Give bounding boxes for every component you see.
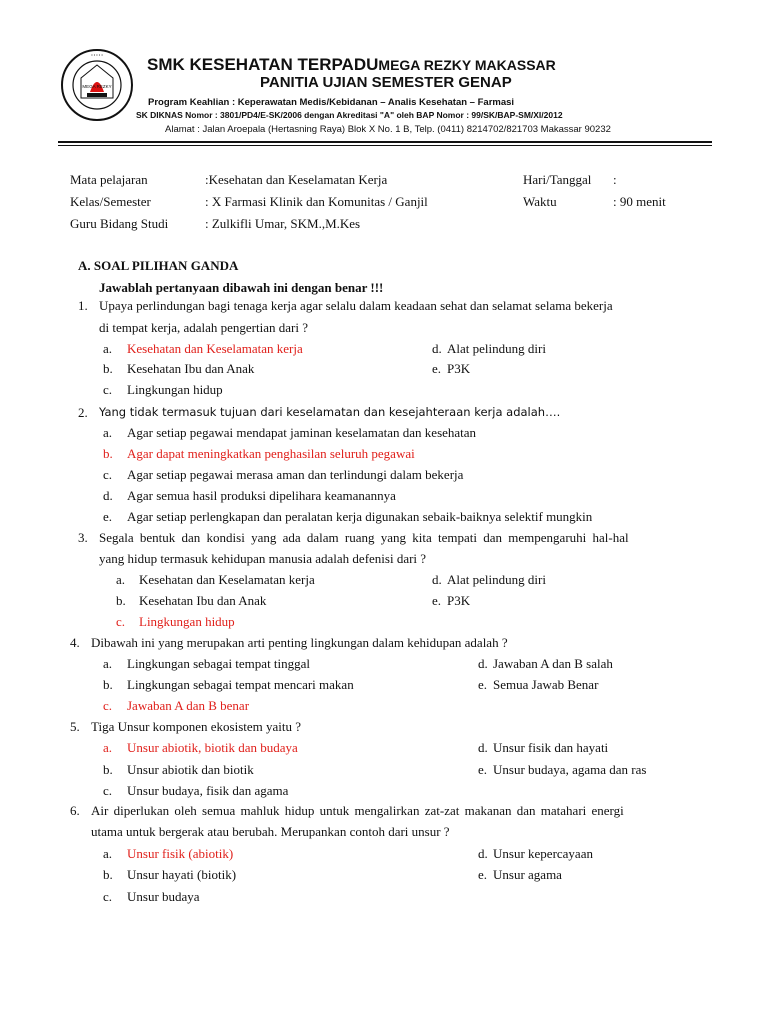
option-letter: b. [103, 762, 113, 777]
question-number: 1. [78, 298, 88, 313]
option-text: P3K [447, 593, 471, 608]
option-text: Lingkungan sebagai tempat mencari makan [127, 677, 354, 692]
option-text: Unsur agama [493, 867, 562, 882]
school-name: SMK KESEHATAN TERPADUMEGA REZKY MAKASSAR [147, 55, 556, 74]
option-text: P3K [447, 361, 471, 376]
school-logo [60, 48, 134, 122]
option-answer: Unsur fisik (abiotik) [127, 846, 234, 861]
question-number: 2. [78, 405, 88, 420]
option-text: Unsur budaya [127, 889, 200, 904]
option-letter: d. [478, 656, 488, 671]
question-text: yang hidup termasuk kehidupan manusia adalah defenisi dari ? [99, 551, 427, 566]
question-text: utama untuk bergerak atau berubah. Merupankan contoh dari unsur ? [91, 824, 450, 839]
option-letter: b. [103, 361, 113, 376]
option-letter: d. [432, 341, 442, 356]
question-text: Tiga Unsur komponen ekosistem yaitu ? [91, 719, 302, 734]
option-answer: Unsur abiotik, biotik dan budaya [127, 740, 298, 755]
section-instruction: Jawablah pertanyaan dibawah ini dengan benar !!! [99, 280, 384, 295]
option-text: Alat pelindung diri [447, 572, 546, 587]
teacher-value: : Zulkifli Umar, SKM.,M.Kes [205, 216, 361, 231]
option-letter: b. [116, 593, 126, 608]
option-letter: e. [478, 867, 488, 882]
option-text: Kesehatan Ibu dan Anak [139, 593, 267, 608]
option-letter: b. [103, 446, 113, 461]
subject-value: :Kesehatan dan Keselamatan Kerja [205, 172, 388, 187]
decree-line: SK DIKNAS Nomor : 3801/PD4/E-SK/2006 dengan Akreditasi "A" oleh BAP Nomor : 99/SK/BAP-SM/XI/2012 [136, 110, 563, 120]
option-letter: c. [103, 698, 113, 713]
option-text: Unsur kepercayaan [493, 846, 593, 861]
option-answer: Kesehatan dan Keselamatan kerja [127, 341, 303, 356]
option-letter: e. [432, 593, 442, 608]
option-answer: Jawaban A dan B benar [127, 698, 250, 713]
time-value: : 90 menit [613, 194, 666, 209]
option-text: Unsur hayati (biotik) [127, 867, 237, 882]
day-label: Hari/Tanggal [523, 172, 592, 187]
option-text: Lingkungan sebagai tempat tinggal [127, 656, 311, 671]
option-letter: d. [432, 572, 442, 587]
option-letter: e. [103, 509, 113, 524]
option-letter: b. [103, 677, 113, 692]
time-label: Waktu [523, 194, 557, 209]
question-text: Upaya perlindungan bagi tenaga kerja agar selalu dalam keadaan sehat dan selamat selama bekerja [99, 298, 613, 313]
option-letter: a. [103, 341, 113, 356]
question-number: 3. [78, 530, 88, 545]
option-text: Kesehatan dan Keselamatan kerja [139, 572, 315, 587]
question-text: Dibawah ini yang merupakan arti penting lingkungan dalam kehidupan adalah ? [91, 635, 508, 650]
option-text: Jawaban A dan B salah [493, 656, 613, 671]
option-text: Agar setiap pegawai mendapat jaminan keselamatan dan kesehatan [127, 425, 477, 440]
option-text: Unsur abiotik dan biotik [127, 762, 254, 777]
option-answer: Lingkungan hidup [139, 614, 235, 629]
option-letter: a. [103, 656, 113, 671]
option-letter: a. [103, 425, 113, 440]
class-label: Kelas/Semester [70, 194, 151, 209]
option-text: Unsur budaya, agama dan ras [493, 762, 647, 777]
option-text: Agar setiap perlengkapan dan peralatan kerja digunakan sebaik-baiknya selektif mungkin [127, 509, 593, 524]
svg-text:MEGA REZKY: MEGA REZKY [82, 84, 112, 89]
svg-text:• • • • •: • • • • • [91, 52, 103, 57]
option-letter: c. [103, 783, 113, 798]
address-line: Alamat : Jalan Aroepala (Hertasning Raya) Blok X No. 1 B, Telp. (0411) 8214702/821703 Makassar 90232 [165, 124, 611, 135]
question-text: Air diperlukan oleh semua mahluk hidup untuk mengalirkan zat-zat makanan dan matahari energi [91, 803, 624, 818]
option-text: Agar semua hasil produksi dipelihara keamanannya [127, 488, 396, 503]
question-number: 5. [70, 719, 80, 734]
question-text: di tempat kerja, adalah pengertian dari ? [99, 320, 308, 335]
option-letter: c. [103, 382, 113, 397]
option-text: Alat pelindung diri [447, 341, 546, 356]
option-letter: e. [432, 361, 442, 376]
option-text: Unsur budaya, fisik dan agama [127, 783, 289, 798]
question-text: Yang tidak termasuk tujuan dari keselamatan dan kesejahteraan kerja adalah…. [99, 405, 561, 419]
option-text: Agar setiap pegawai merasa aman dan terlindungi dalam bekerja [127, 467, 464, 482]
question-text: Segala bentuk dan kondisi yang ada dalam ruang yang kita tempati dan mempengaruhi hal-hal [99, 530, 629, 545]
option-text: Kesehatan Ibu dan Anak [127, 361, 255, 376]
option-letter: c. [116, 614, 126, 629]
committee-title: PANITIA UJIAN SEMESTER GENAP [260, 74, 512, 91]
option-letter: a. [103, 740, 113, 755]
header-rule [58, 141, 712, 143]
option-letter: e. [478, 677, 488, 692]
option-text: Unsur fisik dan hayati [493, 740, 609, 755]
option-letter: b. [103, 867, 113, 882]
option-letter: c. [103, 467, 113, 482]
section-title: A. SOAL PILIHAN GANDA [78, 258, 239, 273]
program-line: Program Keahlian : Keperawatan Medis/Kebidanan – Analis Kesehatan – Farmasi [148, 97, 515, 108]
subject-label: Mata pelajaran [70, 172, 148, 187]
option-letter: d. [478, 740, 488, 755]
question-number: 6. [70, 803, 80, 818]
class-value: : X Farmasi Klinik dan Komunitas / Ganjil [205, 194, 428, 209]
day-value: : [613, 172, 617, 187]
question-number: 4. [70, 635, 80, 650]
option-letter: a. [116, 572, 126, 587]
option-text: Lingkungan hidup [127, 382, 223, 397]
option-letter: c. [103, 889, 113, 904]
option-letter: d. [478, 846, 488, 861]
option-letter: e. [478, 762, 488, 777]
option-letter: d. [103, 488, 113, 503]
teacher-label: Guru Bidang Studi [70, 216, 169, 231]
option-answer: Agar dapat meningkatkan penghasilan seluruh pegawai [127, 446, 415, 461]
option-letter: a. [103, 846, 113, 861]
option-text: Semua Jawab Benar [493, 677, 599, 692]
header-rule-thin [58, 145, 712, 146]
